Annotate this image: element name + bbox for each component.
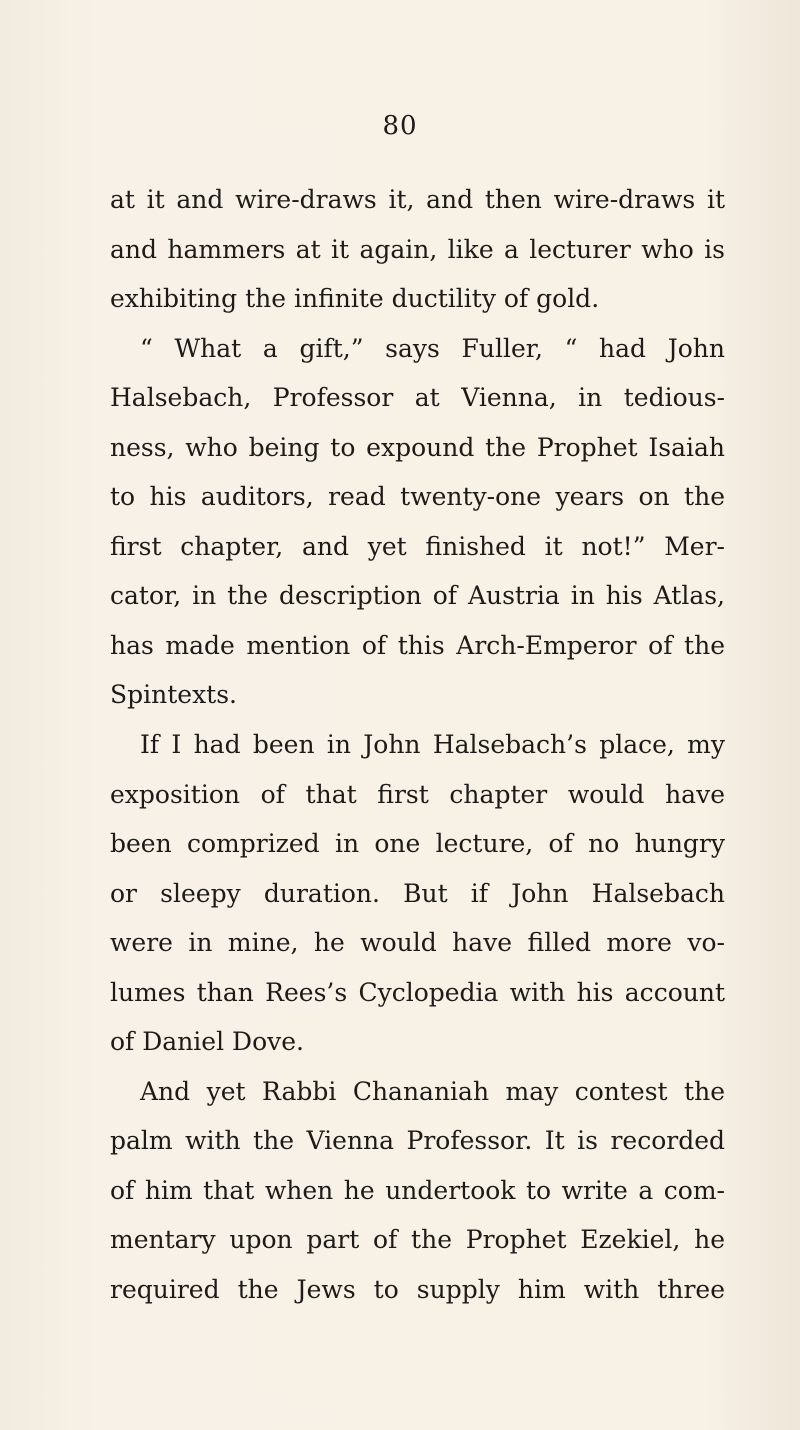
- text-line: and hammers at it again, like a lecturer who is: [110, 234, 725, 264]
- text-line: Halsebach, Professor at Vienna, in tedious-: [110, 383, 725, 413]
- text-line: or sleepy duration. But if John Halsebach: [110, 878, 725, 908]
- text-line: been comprized in one lecture, of no hungry: [110, 829, 725, 859]
- text-line: were in mine, he would have filled more vo-: [110, 928, 725, 958]
- text-line: cator, in the description of Austria in his Atlas,: [110, 581, 725, 611]
- text-line: of Daniel Dove.: [110, 1027, 304, 1057]
- body-text: [110, 175, 725, 1315]
- text-line: lumes than Rees’s Cyclopedia with his account: [110, 977, 725, 1007]
- text-line: has made mention of this Arch-Emperor of the: [110, 630, 725, 660]
- page-number: 80: [382, 111, 418, 141]
- text-line: mentary upon part of the Prophet Ezekiel, he: [110, 1225, 725, 1255]
- text-line: to his auditors, read twenty-one years on the: [110, 482, 725, 512]
- text-line: “ What a gift,” says Fuller, “ had John: [140, 333, 725, 363]
- text-line: required the Jews to supply him with three: [110, 1275, 725, 1305]
- text-line: Spintexts.: [110, 680, 237, 710]
- text-line: palm with the Vienna Professor. It is recorded: [110, 1126, 725, 1156]
- text-line: ness, who being to expound the Prophet Isaiah: [110, 432, 725, 462]
- text-line: And yet Rabbi Chananiah may contest the: [140, 1076, 725, 1106]
- text-line: exposition of that first chapter would have: [110, 779, 725, 809]
- text-line: If I had been in John Halsebach’s place, my: [140, 730, 725, 760]
- text-line: at it and wire-draws it, and then wire-draws it: [110, 185, 725, 214]
- text-line: of him that when he undertook to write a com-: [110, 1175, 725, 1205]
- text-line: first chapter, and yet finished it not!” Mer-: [110, 531, 725, 561]
- text-line: exhibiting the infinite ductility of gold.: [110, 284, 600, 314]
